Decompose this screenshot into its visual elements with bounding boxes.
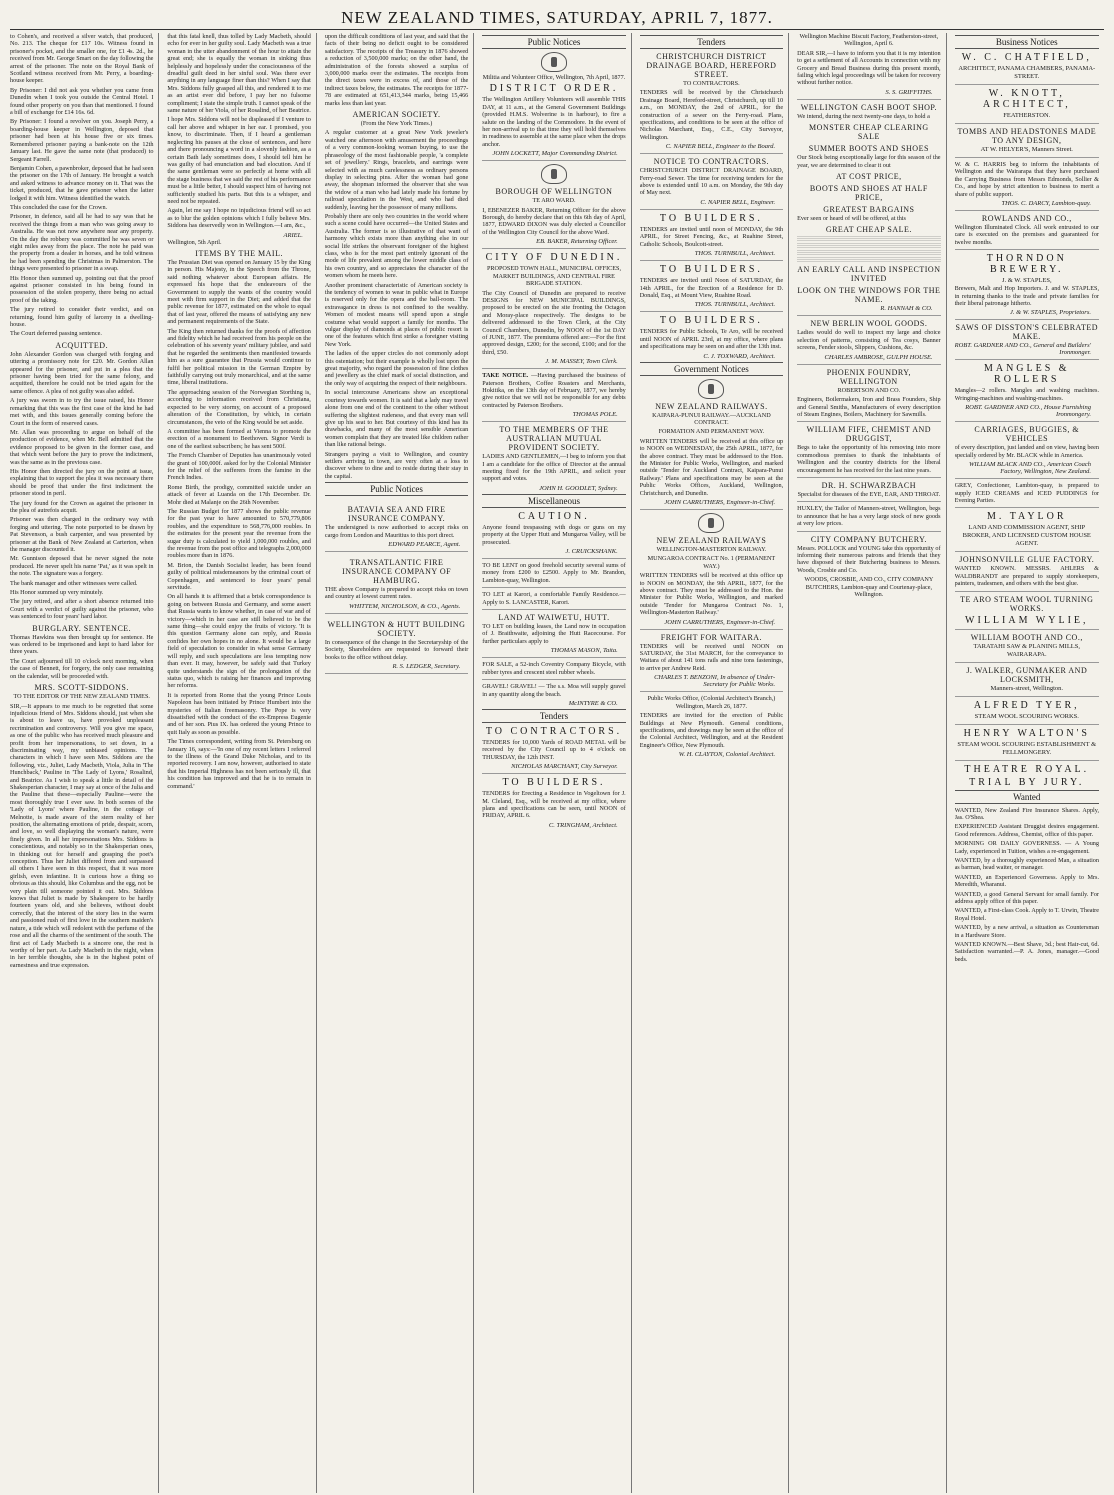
signature: JOHN CARRUTHERS, Engineer-in-Chief. <box>664 618 776 626</box>
signature: R. HANNAH & CO. <box>880 305 933 313</box>
divider <box>482 609 625 610</box>
signature: WHITTEM, NICHOLSON, & CO., Agents. <box>348 602 461 610</box>
article-paragraph: A jury was sworn in to try the issue raised, his Honor remarking that this was the first case of the kind he had met with, and this issues generally coming before the Court in the form of reserved cases. <box>10 397 154 427</box>
notice-title: DR. H. SCHWARZBACH <box>821 480 917 490</box>
signature: McINTYRE & CO. <box>568 699 618 707</box>
section-header: Government Notices <box>640 362 783 376</box>
notice-title: WILLIAM BOOTH AND CO., <box>970 632 1083 642</box>
notice-body: DEAR SIR,—I have to inform you that it is my intention to get a settlement of all Accounts in connection with my Grocery and Bread Business during this present month, failing which legal proceedings will be taken for recovery without further notice. <box>797 49 941 87</box>
notice-body: TO LET at Karori, a comfortable Family Residence.—Apply to S. LANCASTER, Karori. <box>482 591 626 606</box>
divider <box>640 311 783 312</box>
notice-body: Specialist for diseases of the EYE, EAR, AND THROAT. <box>797 490 941 498</box>
notice-subtitle: TRIAL BY JURY. <box>969 776 1085 788</box>
divider <box>955 319 1099 320</box>
divider <box>955 157 1099 158</box>
article-paragraph: On all hands it is affirmed that a brisk correspondence is going on between Russia and Germany, and some assert that Russia wants to know whether, in case of war and of victory—which in her case are still believed to be the same thing—she could enjoy the fruits of victory. 'It is this question Germany alone can reply, and Russia confides her own hopes in no alone. It would be a large field of speculation to consider in what sense Germany will reply, and such speculations are less tempting now than ever. It may, however, be safely said that Turkey quite understands the sign of the prolongation of the status quo, which is raising her finances and improving her reforms. <box>167 593 311 690</box>
divider <box>640 629 783 630</box>
notice-body: FOR SALE, a 52-inch Coventry Company Bicycle, with rubber tyres and crescent steel rubber wheels. <box>482 661 626 676</box>
signature: J. & W. STAPLES, Proprietors. <box>1009 309 1091 317</box>
notice-body: Begs to take the opportunity of his removing into more commodious premises to thank the inhabitants of Wellington and the country districts for the liberal encouragement he has received for the last nine years. <box>797 444 941 474</box>
article-paragraph: The bank manager and other witnesses were called. <box>10 579 138 587</box>
divider <box>482 679 625 680</box>
divider <box>797 421 940 422</box>
notice-body: TENDERS for Erecting a Residence in Vogeltown for J. M. Cleland, Esq., will be received at my office, where plans and specifications can be seen, until NOON of FRIDAY, APRIL 6. <box>482 790 626 820</box>
notice-title: TO THE MEMBERS OF THE AUSTRALIAN MUTUAL PROVIDENT SOCIETY. <box>499 425 609 453</box>
notice-body: TENDERS are invited for the erection of Public Buildings at New Plymouth. General conditions, specifications, and drawings may be seen at the office of the Colonial Architect, Wellington, and at the Resident Engineer's Office, New Plymouth. <box>639 712 784 749</box>
article-paragraph: to Cohen's, and received a silver watch, that produced, No. 213. The cheque for £17 10s. Witness found in prisoner's pocket, and the smaller one, for £1 4s. 2d., he received from Mr. George Smart on the day following the arrest of the prisoner. The note on the Royal Bank of Scotland witness received from Mr. Perry, a boarding-house keeper. <box>10 33 154 85</box>
wanted-ad: MORNING OR DAILY GOVERNESS. — A Young Lady, experienced in Tuition, wishes a re-engagement. <box>954 840 1099 855</box>
divider <box>797 99 940 100</box>
column-5 <box>640 33 789 1493</box>
dateline: Wellington, 5th April. <box>167 238 222 246</box>
notice-body <box>482 372 625 409</box>
column-7 <box>955 33 1104 1493</box>
section-header: Public Notices <box>325 482 468 496</box>
notice-body: WRITTEN TENDERS will be received at this office up to NOON on MONDAY, the 9th APRIL, 1877, for the above contract. They must be addressed to the Hon. the Minister for Public Works, Wellington, and marked outside 'Tender for Mungaroa Contract No. 1, Wellington-Masterton Railway.' <box>639 572 784 617</box>
article-paragraph: Probably there are only two countries in the world where such a scene could have occurred—the United States and Australia. The former is so illustrative of that want of harmony which exists more than anything else in our social life strikes the observant foreigner of the highest class, who is for the most part entirely ignorant of the mode of life prevalent among the lower middle class of his own country, and so appreciates the character of the women whom he meets here. <box>324 212 469 280</box>
notice-body: Brewers, Malt and Hop Importers. J. and W. STAPLES, in returning thanks to the trade and private families for their liberal patronage hitherto. <box>954 285 1099 308</box>
notice-title: J. WALKER, GUNMAKER AND LOCKSMITH, <box>966 665 1088 684</box>
signature: C. NAPIER BELL, Engineer. <box>700 198 776 206</box>
article-paragraph: By Prisoner: I found a revolver on you. Joseph Perry, a boarding-house keeper in Wellington, deposed that prisoner had been at his house five or six times. Remembered prisoner paying a bank-note on the 12th January last. He gave the same note (that produced) to Sergeant Farrell. <box>10 118 154 163</box>
signature: CHARLES AMBROSE, GULPH HOUSE. <box>824 353 933 361</box>
notice-subtitle: TARATAHI SAW & PLANING MILLS, WAIRARAPA. <box>973 642 1081 658</box>
divider <box>955 724 1099 725</box>
wanted-ad: WANTED, an Experienced Governess. Apply to Mrs. Meredith, Wharanui. <box>954 873 1099 889</box>
article-paragraph: Prisoner was then charged in the ordinary way with forging and uttering. The note purported to be drawn by Pat Stevenson, a bush carpenter, and was presented by prisoner at the Bank of New Zealand at Carterton, when the manager discounted it. <box>10 516 154 553</box>
notice-title: WELLINGTON CASH BOOT SHOP. <box>800 102 937 112</box>
signature: THOMAS MASON, Taita. <box>550 647 618 655</box>
article-paragraph: The Times correspondent, writing from St. Petersburg on January 16, says:—'In one of my recent letters I referred to the illness of the Grand Duke Nicholas, and to its reported recovery. I am now, however, authorised to state that his Imperial Highness has not been seriously ill, that his condition has improved and that he is to remain in command.' <box>167 738 311 790</box>
divider <box>955 359 1099 360</box>
notice-body: The undersigned is now authorised to accept risks on cargo from London and Mauritius to this port direct. <box>324 524 469 539</box>
notice-title: TO BUILDERS. <box>659 212 763 224</box>
notice-body: TENDERS for Public Schools, Te Aro, will be received until NOON of APRIL 23rd, at my office, where plans and specifications may be seen on and after the 13th inst. <box>639 328 784 351</box>
signature: THOS. TURNBULL, Architect. <box>694 250 776 258</box>
notice-body: TENDERS will be received until NOON on SATURDAY, the 31st MARCH, for the conveyance to Waitara of about 141 tons rails and nine tons fastenings, to arrive per Andrew Reid. <box>639 642 784 672</box>
notice-title: TE ARO STEAM WOOL TURNING WORKS. <box>960 594 1094 613</box>
notice-title: TAKE NOTICE. <box>482 372 529 380</box>
wanted-ad: WANTED, by a new arrival, a situation as Countersman in a Hardware Store. <box>954 924 1099 939</box>
notice-subtitle: ARCHITECT, PANAMA CHAMBERS, PANAMA-STREET. <box>958 65 1096 80</box>
notice-title: LOOK ON THE WINDOWS FOR THE NAME. <box>797 286 941 305</box>
notice-subtitle: WELLINGTON-MASTERTON RAILWAY. <box>656 546 767 553</box>
divider <box>797 315 940 316</box>
notice-title: BOROUGH OF WELLINGTON <box>495 187 613 197</box>
signature: JOHN H. GOODLET, Sydney. <box>539 484 618 492</box>
notice-body: TO BE LENT on good freehold security several sums of money from £200 to £2500. Apply to Mr. Brandon, Lambton-quay, Wellington. <box>482 562 626 584</box>
divider <box>955 249 1099 250</box>
notice-body: Mangles—2 rollers. Mangles and washing machines. Wringing-machines and washing-machines. <box>954 387 1099 402</box>
article-paragraph: The jury retired to consider their verdict, and on returning, found him guilty of larceny in a dwelling-house. <box>10 306 154 329</box>
article-paragraph: Rome Birth, the prodigy, committed suicide under an attack of fever at Luanda on the 17th December. Dr. Mohr died at Malanje on the 26th November. <box>167 483 311 506</box>
divider <box>482 421 625 422</box>
notice-subtitle: TE ARO WARD. <box>532 197 576 205</box>
article-paragraph: Another prominent characteristic of American society is the tendency of women to wear in public what in Europe is reserved only for the opera and the ball-room. The extravagance in dress is not confined to the wealthy. Women of modest means will spend upon a single costume what would support a family for months. The vulgar display of diamonds at places of public resort is one of the features which first strike a foreigner visiting New York. <box>324 281 469 348</box>
notice-title: WELLINGTON & HUTT BUILDING SOCIETY. <box>327 619 466 638</box>
divider <box>640 509 783 510</box>
signature: C. J. TOXWARD, Architect. <box>703 352 776 360</box>
signature: CHARLES T. BENZONI, In absence of Under-Secretary for Public Works. <box>654 674 776 689</box>
article-paragraph: The King then returned thanks for the proofs of affection and fidelity which he had received from his people on the celebration of his seventy years' military jubilee, and said that he regarded the sentiments then manifested towards him as a sure guarantee that Prussia would continue to fulfil her political mission in the German Empire by faithfully carrying out truly monarchical, and at the same time, liberal institutions. <box>167 327 311 387</box>
article-paragraph: A regular customer at a great New York jeweler's watched one afternoon with amusement the proceedings of a very common-looking woman buying, to use the phraseology of the most fashionable people, 'a complete set of jewellery.' Rings, bracelets, and earrings were selected with as much carelessness as ordinary persons display in selecting pins. After the woman had gone away, the shopman informed the observer that she was the widow of a man who had lately made his fortune by railroad speculation in the West, and who had died suddenly, leaving her the possessor of many millions. <box>324 129 469 211</box>
divider <box>955 210 1099 211</box>
article-paragraph: His Honor then summed up, pointing out that the proof against prisoner consisted in his being found in possession of the stolen property, there being no actual proof of the taking. <box>10 274 154 304</box>
article-paragraph: A committee has been formed at Vienna to promote the erection of a monument to Beethoven. Signor Verdi is one of the earliest subscribers; he has sent 500f. <box>167 427 311 450</box>
subheading: BURGLARY. SENTENCE. <box>32 623 132 633</box>
notice-title: NOTICE TO CONTRACTORS. <box>653 157 770 167</box>
signature: J. M. MASSEY, Town Clerk. <box>545 358 618 366</box>
signature: JOHN LOCKETT, Major Commanding District. <box>492 150 618 158</box>
column-6 <box>797 33 946 1493</box>
divider <box>482 160 625 161</box>
divider <box>955 551 1099 552</box>
notice-body: HUXLEY, the Tailor of Manners-street, Wellington, begs to announce that he has a very large stock of new goods at very low prices. <box>797 505 941 528</box>
notice-subtitle: KAIPARA-PUNUI RAILWAY.—AUCKLAND CONTRACT. <box>652 411 771 426</box>
column-1 <box>10 33 159 1493</box>
notice-body: Messrs. POLLOCK and YOUNG take this opportunity of informing their numerous patrons and friends that they have disposed of their Butchering business to Messrs. Woods, Crosbie and Co. <box>797 544 941 574</box>
wanted-ad: WANTED, a good General Servant for small family. For address apply office of this paper. <box>954 890 1099 905</box>
signature: J. CRUICKSHANK. <box>565 548 618 556</box>
signature: NICHOLAS MARCHANT, City Surveyor. <box>511 763 618 771</box>
notice <box>325 614 468 674</box>
notice-body: WANTED KNOWN. MESSRS. AHLERS & WALDBRANDT are prepared to supply storekeepers, painters, tradesmen, and others with the best glue. <box>954 565 1099 588</box>
section-header: Public Notices <box>482 35 625 49</box>
notice-title: GREATEST BARGAINS <box>823 205 915 215</box>
article-paragraph: Mr. Gunnison deposed that he never signed the note produced. He never spelt his name 'Pat,' as it was spelt in the note. The signature was a forgery. <box>10 555 154 578</box>
article-paragraph: Again, let me say I hope no injudicious friend will so act as to blur the golden opinions which I fully believe Mrs. Siddons has deservedly won in Wellington.—I am, &c., <box>167 207 311 230</box>
notice-subtitle: STEAM WOOL SCOURING WORKS. <box>974 712 1079 720</box>
divider <box>797 364 940 365</box>
royal-crest-icon <box>698 513 724 533</box>
divider <box>797 531 940 532</box>
signature: THOS. C. DARCY, Lambton-quay. <box>1001 200 1091 208</box>
notice-title: TO BUILDERS. <box>502 777 606 789</box>
divider <box>482 558 625 559</box>
price-list-lines <box>797 235 940 241</box>
notice-title: FREIGHT FOR WAITARA. <box>660 632 763 642</box>
article-paragraph: that this fatal knell, thus tolled by Lady Macbeth, should echo for ever in her guilty soul. Lady Macbeth was a true woman in the utter abandonment of the hour to attain the great end; she is equally the woman in sinking thus helplessly and hopelessly under the consciousness of the dreadful guilt deed in her sinful soul. Was there ever anything in any language finer than this? When I say that Mrs. Siddons fully grasped all this, and rendered it to me as an artist ever did before, I pay her no fulsome compliment; I state the simple truth. I cannot speak of the same nature of her Viola, of her Rosalind, of her Beatrice. <box>167 33 311 115</box>
divider <box>955 662 1099 663</box>
notice-title: AN EARLY CALL AND INSPECTION INVITED <box>797 265 941 284</box>
notice-title: ROWLANDS AND CO., <box>981 214 1072 224</box>
signature: C. TRINGHAM, Architect. <box>548 821 618 829</box>
notice-body: Engineers, Boilermakers, Iron and Brass Founders, Ship and General Smiths, Manufacturers of every description of Steam Engines, Boilers, Machinery for Sawmills. <box>797 396 941 418</box>
divider <box>482 773 625 774</box>
article-paragraph: The French Chamber of Deputies has unanimously voted the grant of 100,000f. asked for by the Colonial Minister for the relief of the sufferers from the famine in the French Indies. <box>167 452 311 482</box>
notice-title: WILLIAM FIFE, CHEMIST AND DRUGGIST, <box>806 425 932 444</box>
notice-title: SAWS OF DISSTON'S CELEBRATED MAKE. <box>955 323 1098 342</box>
article-paragraph: The Russian Budget for 1877 shows the public revenue for the past year to have amounted to 570,779,806 roubles, and the expenditure to 568,776,000 roubles. In the estimates for the present year the revenue from the sugar duty is calculated to yield 1,000,000 roubles, and the revenue from the post office and telegraphs 2,000,000 roubles more than in 1876. <box>167 507 311 560</box>
notice-body: Our Stock being exceptionally large for this season of the year, we are determined to clear it out <box>797 154 941 169</box>
article-paragraph: The Prussian Diet was opened on January 15 by the King in person. His Majesty, in the Speech from the Throne, said nothing whatever about European affairs. He expressed his hope that the endeavours of the Government to supply the wants of the country would meet with firm support in the Diet; and added that the public revenue for 1877, estimated on the whole to equal that of last year, offered the means of satisfying any new and permanent requirements of the State. <box>167 258 311 326</box>
article-paragraph: Strangers paying a visit to Wellington, and country settlers arriving in town, are very often at a loss to discover where to dine and to reside during their stay in the capital. <box>324 450 469 480</box>
notice-title: CHRISTCHURCH DISTRICT DRAINAGE BOARD, HEREFORD STREET. <box>646 52 777 79</box>
signature: EB. BAKER, Returning Officer. <box>536 238 618 246</box>
notice-title: AT COST PRICE, <box>836 172 902 182</box>
article-paragraph: His Honor then directed the jury on the point at issue, explaining that to support the plea it was necessary there should be proof that under the first indictment the prisoner stood in peril. <box>10 467 154 498</box>
section-header: Business Notices <box>955 35 1099 49</box>
notice-body: LADIES AND GENTLEMEN,—I beg to inform you that I am a candidate for the office of Director at the annual meeting fixed for the 19th APRIL, and solicit your support and votes. <box>482 453 626 483</box>
wanted-ad: WANTED, by a thoroughly experienced Man, a situation as barman, head waiter, or manager. <box>954 856 1099 872</box>
notice-title: LAND AT WAIWETU, HUTT. <box>498 613 610 623</box>
article-paragraph: The jury found for the Crown as against the prisoner in the plea of autrefois acquit. <box>10 499 154 514</box>
notice-body: THE above Company is prepared to accept risks on town and country at lowest current rates. <box>324 585 469 601</box>
notice-body: TENDERS will be received by the Christchurch Drainage Board, Hereford-street, Christchurch, up till 10 a.m., on MONDAY, the 2nd of APRIL, for the construction of a sewer on the Ferry-road. Plans, specifications, and conditions to be seen at the office of Nicholas Marchant, Esq., C.E., City Surveyor, Wellington. <box>639 89 784 141</box>
notice-title: M. TAYLOR <box>987 511 1067 523</box>
royal-crest-icon <box>698 379 724 399</box>
notice-title: ALFRED TYER, <box>973 699 1080 711</box>
column-2 <box>167 33 316 1493</box>
divider <box>482 657 625 658</box>
wanted-ad: WANTED KNOWN.—Best Shave, 3d.; best Hair-cut, 6d. Satisfaction warranted.—P. A. Jones, manager.—Good beds. <box>954 941 1099 963</box>
article-paragraph: Prisoner, in defence, said all he had to say was that he received the things from a man who was going away to Australia. He was not now anywhere near any property. On the day the robbery was committed he was seven or eight miles away from the place. The note he paid was the property from a dealer in horses, and he told witness he had been spending the Christmas in Palmerston. The things were presented to prisoner in a swap. <box>10 213 154 273</box>
notice-title: MONSTER CHEAP CLEARING SALE <box>809 123 929 142</box>
notice-title: TRANSATLANTIC FIRE INSURANCE COMPANY OF HAMBURG. <box>342 557 452 585</box>
signature: ROBT. GARDNER AND CO., General and Builders' Ironmonger. <box>954 342 1091 357</box>
divider <box>640 691 783 692</box>
notice-title: SUMMER BOOTS AND SHOES <box>808 144 929 154</box>
wanted-ad: WANTED, a First-class Cook. Apply to T. Urwin, Theatre Royal Hotel. <box>954 907 1099 922</box>
notice-body: Ladies would do well to inspect my large and choice selection of patterns, consisting of Tea cosys, Banner screens, Fender stools, Slippers, Cushions, &c. <box>797 329 941 352</box>
divider <box>482 368 625 369</box>
notice-body: GRAVEL! GRAVEL! — The s.s. Moa will supply gravel in any quantity along the beach. <box>482 683 626 698</box>
notice-title: BATAVIA SEA AND FIRE INSURANCE COMPANY. <box>347 505 446 524</box>
notice-subtitle: AT W. HELYER'S, Manners Street. <box>980 146 1073 153</box>
divider <box>955 478 1099 479</box>
wanted-ad: EXPERIENCED Assistant Druggist desires engagement. Good references. Address, Chemist, office of this paper. <box>954 823 1099 838</box>
article-paragraph: In social intercourse Americans show an exceptional courtesy towards women. It is said that a lady may travel alone from one end of the continent to the other without suffering the slightest rudeness, and that every man will give up his seat to her. But courtesy of this kind has its drawbacks, and many of the most sensible American women complain that they are treated like children rather than like rational beings. <box>324 389 469 449</box>
notice-subtitle: WILLIAM WYLIE, <box>965 614 1089 626</box>
notice-title: THEATRE ROYAL. <box>964 763 1090 775</box>
section-header: Miscellaneous <box>482 494 625 508</box>
notice-title: DISTRICT ORDER. <box>489 83 619 95</box>
article-paragraph: The approaching session of the Norwegian Storthing is, according to information received from Christiana, expected to be very stormy, on account of a proposed alteration of the Constitution, by which, in certain circumstances, the veto of the King would be set aside. <box>167 388 311 426</box>
article-paragraph: I hope Mrs. Siddons will not be displeased if I venture to call her above and whisper in her ear. I promised, you know, to discriminate. Then, if I heard a gentleman neglecting his pauses at the close of sentences, and here and there pronouncing a word in a slovenly fashion, as a certain Bath lady sometimes does, I should tell him he was guilty of bad enunciation and bad elocution. And if the same gentleman were so perfectly at home with all the stage business that we said the rest of his performance must be a little better, I should suspect him of having not sufficiently studied his parts. But this is a whisper, and need not be repeated. <box>167 116 311 205</box>
article-title: MRS. SCOTT-SIDDONS. <box>34 683 129 693</box>
signature: ARIEL. <box>283 231 303 239</box>
divider <box>640 260 783 261</box>
notice <box>325 552 468 614</box>
signature: EDWARD PEARCE, Agent. <box>388 540 461 548</box>
notice-title: NEW ZEALAND RAILWAYS. <box>655 401 768 411</box>
signature: THOS. TURNBULL, Architect. <box>694 301 776 309</box>
notice-title: JOHNSONVILLE GLUE FACTORY. <box>959 555 1095 565</box>
notice-body: The Wellington Artillery Volunteers will assemble THIS DAY, at 11 a.m., at the General Government Buildings (provided H.M.S. Wolverine is in harbour), to fire a salute on the landing of the Commodore. In the event of her non-arrival up to that time they will hold themselves in readiness to assemble at the same place when the drops anchor. <box>482 96 626 148</box>
subheading: ACQUITTED. <box>55 340 109 350</box>
section-header: Tenders <box>640 35 783 49</box>
notice-title: PHOENIX FOUNDRY, WELLINGTON <box>826 367 911 386</box>
notice-body: WRITTEN TENDERS will be received at this office up to NOON on WEDNESDAY, the 25th APRIL, 1877, for the above contract. They must be addressed to the Hon. the Minister for Public Works, Wellington, and marked outside 'Tender for Auckland Contract, Kaipara-Punui Railway.' Plans and specifications may be seen at the Public Works Offices, Auckland, Wellington, Christchurch, and Dunedin. <box>639 437 784 497</box>
article-title: AMERICAN SOCIETY. <box>352 110 441 120</box>
price-list-lines <box>797 242 940 248</box>
signature: THOMAS POLE. <box>572 411 618 419</box>
divider <box>955 421 1099 422</box>
article-title: ITEMS BY THE MAIL. <box>195 248 283 258</box>
borough-crest-icon <box>541 164 567 184</box>
price-list-lines <box>797 249 940 255</box>
notice-body: TENDERS are invited until Noon of SATURDAY, the 14th APRIL, for the Erection of a Residence for D. Donald, Esq., at Mount View, Ruahine Road. <box>639 277 784 299</box>
notice-title: W. KNOTT, ARCHITECT, <box>982 88 1071 110</box>
column-4 <box>482 33 631 1493</box>
notice-subtitle: PROPOSED TOWN HALL, MUNICIPAL OFFICES, MARKET BUILDINGS, AND CENTRAL FIRE BRIGADE STATION. <box>486 265 622 288</box>
divider <box>955 507 1099 508</box>
article-paragraph: It is reported from Rome that the young Prince Louis Napoleon has been initiated by Prince Humbert into the mysteries of Italian freemasonry. The Pope is very dissatisfied with the conduct of the ex-Empress Eugenie and of her son. Pius IX. has ordered the young Prince to quit Italy as soon as possible. <box>167 691 311 736</box>
wanted-ad: WANTED, New Zealand Fire Insurance Shares. Apply, Jas. O'Shea. <box>954 806 1099 821</box>
price-list-lines <box>797 256 940 262</box>
signature: WILLIAM BLACK AND CO., American Coach Factory, Wellington, New Zealand. <box>969 461 1091 476</box>
notice-subtitle: Manners-street, Wellington. <box>990 684 1064 692</box>
notice-title: W. C. CHATFIELD, <box>961 52 1092 63</box>
divider <box>955 696 1099 697</box>
notice-title: NEW ZEALAND RAILWAYS <box>656 536 767 545</box>
notice-body: TO LET on building leases, the Land now in occupation of J. Braithwaite, adjoining the Hutt Racecourse. For further particulars apply to <box>482 623 626 645</box>
notice-body: of every description, just landed and on view, having been specially ordered by Mr. BLACK while in America. <box>954 444 1099 459</box>
notice-subtitle: ROBERTSON AND CO. <box>837 386 901 394</box>
notice-title: CITY COMPANY BUTCHERY. <box>810 534 927 544</box>
article-paragraph: The jury retired, and after a short absence returned into Court with a verdict of guilty against the prisoner, who was sentenced to four years' hard labor. <box>10 598 154 621</box>
section-header: Tenders <box>482 709 625 723</box>
notice-head: Public Works Office, (Colonial Architect's Branch,) Wellington, March 26, 1877. <box>647 695 776 710</box>
subheading: TO THE EDITOR OF THE NEW ZEALAND TIMES. <box>13 693 150 701</box>
columns <box>10 33 1104 1493</box>
masthead: NEW ZEALAND TIMES, SATURDAY, APRIL 7, 1877. <box>10 8 1104 30</box>
notice-title: MANGLES & ROLLERS <box>983 363 1070 386</box>
notice-body: The City Council of Dunedin are prepared to receive DESIGNS for NEW MUNICIPAL BUILDINGS, proposed to be erected on the site fronting the Octagon and Moray-place respectively. The designs to be delivered addressed to the Town Clerk, at the City Council Chambers, Dunedin, by NOON of the 1st DAY of JUNE, 1877. The premiums offered are:—For the first approved design, £200; for the second, £100; and for the third, £50. <box>482 289 626 356</box>
notice-body: W. & C. HARRIS beg to inform the inhabitants of Wellington and the Wairarapa that they have purchased the Carrying Business from Messrs Edmonds, Sollier & Co., and hope by strict attention to business to merit a share of public support. <box>954 161 1099 198</box>
notice-text: —Having purchased the business of Paterson Brothers, Coffee Roasters and Merchants, Hokitika, on the 13th day of February, 1877, we hereby give notice that we will not be responsible for any debts contracted by Paterson Brothers. <box>482 372 626 409</box>
notice-body: We intend, during the next twenty-one days, to hold a <box>797 112 930 120</box>
notice-title: BOOTS AND SHOES AT HALF PRICE, <box>809 184 928 203</box>
article-paragraph: Mr. Allan was proceeding to argue on behalf of the production of evidence, when Mr. Bell admitted that the evidence proposed to be given in the former case, and that which went before the jury to prove the indictment, was the same as in the previous case. <box>10 428 154 466</box>
notice-head: Militia and Volunteer Office, Wellington, 7th April, 1877. <box>482 74 626 81</box>
article-paragraph: This concluded the case for the Crown. <box>10 203 108 211</box>
notice-title: TO BUILDERS. <box>659 315 763 327</box>
divider <box>955 629 1099 630</box>
notice-head: Wellington Machine Biscuit Factory, Featherston-street, Wellington, April 6. <box>799 33 939 48</box>
notice-title: TOMBS AND HEADSTONES MADE TO ANY DESIGN, <box>957 127 1097 145</box>
notice-title: CITY OF DUNEDIN. <box>485 252 623 264</box>
notice <box>325 499 468 552</box>
notice-body: Anyone found trespassing with dogs or guns on my property at the Upper Hutt and Mungaroa Valley, will be prosecuted. <box>482 523 626 546</box>
royal-crest-icon <box>541 52 567 72</box>
divider <box>640 153 783 154</box>
notice-body: Ever seen or heard of will be offered, at this <box>797 215 906 223</box>
article-paragraph: The ladies of the upper circles do not commonly adopt this ostentation; but their example is wholly lost upon the great majority, who regard the possession of fine clothes and jewellery as the chief mark of social distinction, and the only way of acquiring the respect of their neighbours. <box>324 350 469 387</box>
signature: JOHN CARRUTHERS, Engineer-in-Chief. <box>664 499 776 506</box>
notice-subtitle: LAND AND COMMISSION AGENT, SHIP BROKER, AND LICENSED CUSTOM HOUSE AGENT. <box>962 524 1091 548</box>
column-3 <box>325 33 474 1493</box>
divider <box>797 477 940 478</box>
signature: C. NAPIER BELL, Engineer to the Board. <box>665 143 776 151</box>
notice-title: GREAT CHEAP SALE. <box>825 225 912 235</box>
notice-subtitle: MUNGAROA CONTRACT No. 1 (PERMANENT WAY.) <box>647 555 776 570</box>
notice-body: In consequence of the change in the Secretaryship of the Society, Shareholders are requested to forward their books to the office without delay. <box>324 638 469 661</box>
divider <box>955 591 1099 592</box>
notice-body: I, EBENEZER BAKER, Returning Officer for the above Borough, do hereby declare that on this 6th day of April, 1877, EDWARD DIXON was duly elected a Councillor of the Wellington City Council for the above Ward. <box>482 206 626 236</box>
divider <box>482 248 625 249</box>
signature: W. H. CLAYTON, Colonial Architect. <box>678 751 776 759</box>
article-paragraph: SIR,—It appears to me much to be regretted that some injudicious friend of Mrs. Siddons should, just when she is about to leave us, have provoked unpleasant recrimination and controversy. Will you give me space, as one of the public who has received much pleasure and profit from her impersonations, to set down, in a discriminating way, my unbiased opinions. The characters in which I have seen Mrs. Siddons are the following, viz., Juliet, Lady Macbeth, Viola, Julia in 'The Hunchback,' Pauline in 'The Lady of Lyons,' Rosalind, and Beatrice. As I wish to speak a little in detail of the Shakesperian character, I may say at once of the Julia and the Pauline that these—especially Pauline—were the most thoroughly true I ever saw. In both scenes of the 'Lady of Lyons' where Pauline, in the cottage of Melnotte, is made aware of the stern reality of her position, the alternating emotions of pride, despair, scorn, and love, so well displaying the woman's nature, were finely given. In all her impersonations Mrs. Siddons is conscientious, and notably so in the Shakesperian ones, in thinking out for herself and grasping the poet's conception. Thus her Juliet differed from and surpassed all others I have seen in this respect, that it was more girlish, even infantine. It is curious how a thing so obvious as this should, like Columbus and the egg, not be very plain till someone pointed it out. Mrs. Siddons knows that Juliet is made by Shakespere to be hardly fourteen years old, and she believes, without doubt correctly, that the interest of the story lies in the warm and passioned rush of first love in the southern maiden's nature, a tide which will redolent with the perfume of the rose and all the charms of the sentiment of the south. The first act of Lady Macbeth is a sincere one, the rest is worthy of her part. As Lady Macbeth in the night, when in her terrible thoughts, she is in the highest point of earnestness and true expression. <box>10 702 154 969</box>
notice-title: THORNDON BREWERY. <box>986 253 1067 276</box>
divider <box>955 760 1099 761</box>
notice-body: TENDERS for 10,000 Yards of ROAD METAL will be received by the City Council up to 4 o'clock on THURSDAY, the 12th INST. <box>482 738 626 761</box>
article-paragraph: His Honor summed up very minutely. <box>10 589 104 597</box>
notice-title: CARRIAGES, BUGGIES, & VEHICLES <box>974 425 1080 444</box>
article-paragraph: By Prisoner: I did not ask you whether you came from Dunedin when I took you outside the Central Hotel. I found other property on you than that mentioned. I found a bill of exchange for £14 16s. 6d. <box>10 86 154 117</box>
article-paragraph: M. Brion, the Danish Socialist leader, has been found guilty of political misdemeanors by the criminal court of Copenhagen, and sentenced to four years' penal servitude. <box>167 561 311 592</box>
article-paragraph: The Court adjourned till 10 o'clock next morning, when the case of Bennett, for forgery, the only case remaining on the calendar, will be proceeded with. <box>10 657 154 680</box>
notice-body: GREY, Confectioner, Lambton-quay, is prepared to supply ICED CREAMS and ICED PUDDINGS for Evening Parties. <box>954 482 1099 504</box>
signature: WOODS, CROSBIE, AND CO., CITY COMPANY BUTCHERS, Lambton-quay and Courtenay-place, Wellington. <box>804 576 934 598</box>
notice-subtitle: FORMATION AND PERMANENT WAY. <box>658 428 765 436</box>
article-paragraph: Thomas Hawkins was then brought up for sentence. He was ordered to be imprisoned and kept to hard labor for three years. <box>10 633 154 656</box>
article-paragraph: Benjamin Cohen, a pawnbroker, deposed that he had seen the prisoner on the 17th of January. He brought a watch and asked witness to advance money on it. That was the ticket, produced, that he gave prisoner when the latter lodged it with him. Witness identified the watch. <box>10 164 154 202</box>
divider <box>640 209 783 210</box>
notice-title: HENRY WALTON'S <box>963 727 1090 739</box>
signature: ROBT. GARDNER AND CO., House Furnishing Ironmongery. <box>965 404 1091 419</box>
notice-subtitle: FEATHERSTON. <box>1003 112 1051 119</box>
article-paragraph: John Alexander Gordon was charged with forging and uttering a promissory note for £20. Mr. Gordon Allan appeared for the prisoner, and put in a plea that the prisoner having been tried for the same felony, and acquitted, therefore he could not be tried again for the same offence. A plea of not guilty was also added. <box>10 350 154 395</box>
article-paragraph: upon the difficult conditions of last year, and said that the facts of their being no deficit ought to be considered satisfactory. The receipts of the Treasury in 1876 showed a reduction of 3,500,000 marks; on the other hand, the administration of the forests showed a surplus of 3,000,000 marks over the estimates. The receipts from the direct taxes were in excess of, and those of the indirect taxes below, the estimates. The receipts for 1877-78 are estimated at 651,413,344 marks, being 15,466 marks less than last year. <box>324 33 469 107</box>
subheading: (From the New York Times.) <box>360 120 433 128</box>
notice-title: NEW BERLIN WOOL GOODS. <box>810 319 928 329</box>
notice-subtitle: STEAM WOOL SCOURING ESTABLISHMENT & FELLMONGERY. <box>957 740 1097 756</box>
notice-body: CHRISTCHURCH DISTRICT DRAINAGE BOARD, Ferry-road Sewer. The time for receiving tenders for the above is extended until 10 a.m. on Monday, the 9th day of May next. <box>639 167 784 197</box>
divider <box>797 501 940 502</box>
divider <box>955 123 1099 124</box>
notice-body: Wellington Illuminated Clock. All work entrusted to our care is executed on the premises and guaranteed for twelve months. <box>954 224 1099 246</box>
notice-title: TO CONTRACTORS. <box>485 725 623 737</box>
article-paragraph: The Court deferred passing sentence. <box>10 330 102 338</box>
signature: S. S. GRIFFITHS. <box>885 88 933 96</box>
notice-title: TO BUILDERS. <box>659 264 763 276</box>
notice-subtitle: J. & W. STAPLES, <box>1001 277 1052 285</box>
divider <box>482 587 625 588</box>
signature: R. S. LEDGER, Secretary. <box>392 663 461 670</box>
section-header: Wanted <box>955 790 1099 804</box>
notice-subtitle: TO CONTRACTORS. <box>683 80 740 87</box>
notice-body: TENDERS are invited until noon of MONDAY, the 9th APRIL, for Street Fencing, &c., at Ruahine Street, Catholic Schools, Boulcott-street. <box>639 225 784 248</box>
divider <box>955 84 1099 85</box>
notice-title: CAUTION. <box>518 510 590 522</box>
